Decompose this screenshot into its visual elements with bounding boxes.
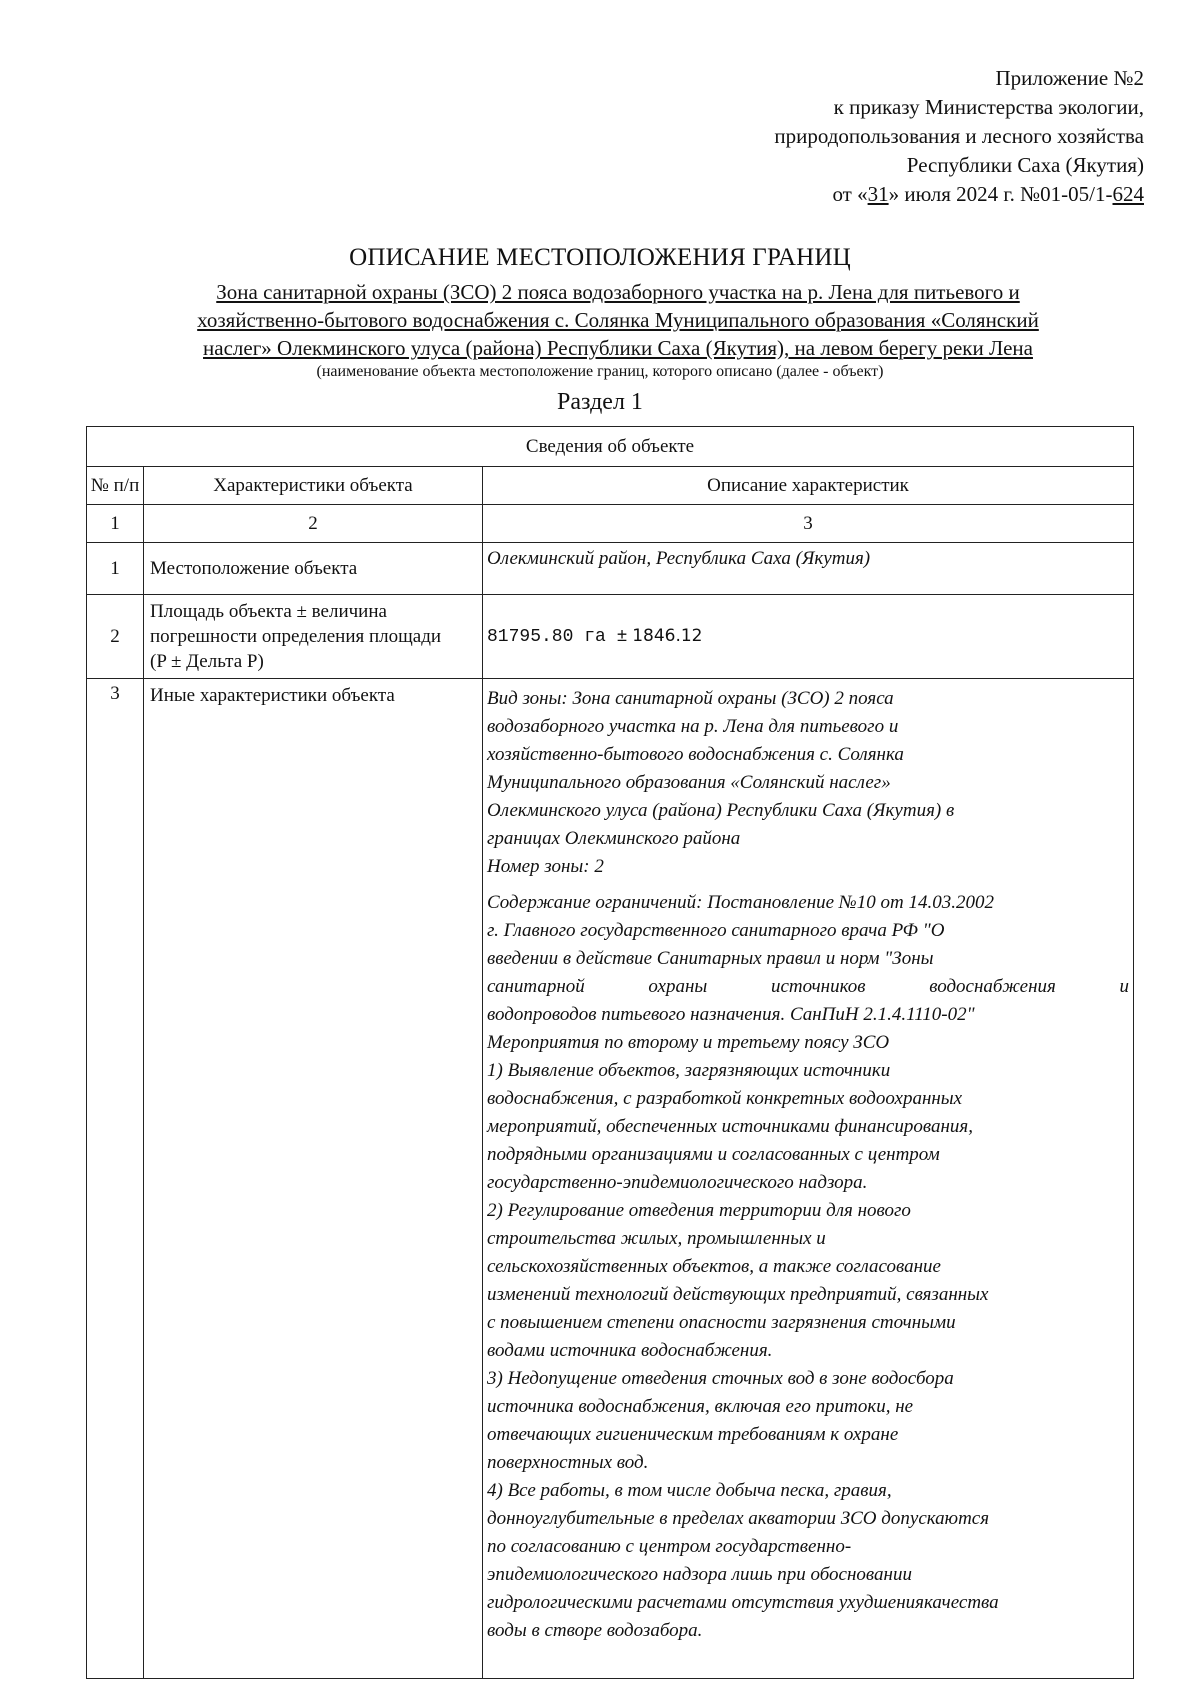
text-line: водами источника водоснабжения. — [487, 1340, 773, 1361]
row-number: 2 — [87, 595, 144, 679]
text-line: Мероприятия по второму и третьему поясу ЗСО — [487, 1032, 890, 1053]
text-line: хозяйственно-бытового водоснабжения с. Солянка — [487, 744, 904, 765]
text-fragment: санитарной — [487, 976, 585, 997]
document-title: ОПИСАНИЕ МЕСТОПОЛОЖЕНИЯ ГРАНИЦ — [349, 244, 851, 271]
row-label — [144, 595, 483, 679]
text-line — [487, 973, 1129, 1001]
table-caption-row — [87, 427, 1134, 467]
text-fragment: источников — [770, 976, 866, 997]
table-row — [87, 679, 1134, 1679]
text-line: по согласованию с центром государственно- — [487, 1536, 852, 1557]
object-name-caption: (наименование объекта местоположение границ, которого описано (далее - объект) — [316, 363, 884, 380]
area-value: 81795.80 га ± — [487, 627, 628, 647]
column-number: 1 — [87, 505, 144, 543]
text-line: Олекминского улуса (района) Республики Саха (Якутия) в — [487, 800, 955, 821]
header-description: Описание характеристик — [483, 467, 1134, 505]
zone-number: Номер зоны: 2 — [487, 856, 604, 877]
text-line: эпидемиологического надзора лишь при обосновании — [487, 1564, 912, 1585]
text-line: водопроводов питьевого назначения. СанПиН 2.1.4.1110-02" — [487, 1004, 975, 1025]
text-line: 3) Недопущение отведения сточных вод в зоне водосбора — [487, 1368, 954, 1389]
annex-date-day: 31 — [867, 182, 889, 206]
annex-line: Республики Саха (Якутия) — [906, 153, 1144, 177]
other-characteristics — [483, 679, 1134, 1679]
table-row — [87, 543, 1134, 595]
text-line: водозаборного участка на р. Лена для питьевого и — [487, 716, 899, 737]
text-line: строительства жилых, промышленных и — [487, 1228, 826, 1249]
annex-line: Приложение №2 — [995, 66, 1144, 90]
text-line: донноуглубительные в пределах акватории ЗСО допускаются — [487, 1508, 990, 1529]
text-line: поверхностных вод. — [487, 1452, 649, 1473]
text-line: государственно-эпидемиологического надзора. — [487, 1172, 868, 1193]
object-name-line: наслег» Олекминского улуса (района) Республики Саха (Якутия), на левом берегу реки Лена — [203, 336, 1033, 360]
annex-line: природопользования и лесного хозяйства — [774, 124, 1144, 148]
header-number: № п/п — [87, 467, 144, 505]
text-line: 4) Все работы, в том числе добыча песка, гравия, — [487, 1480, 892, 1501]
header-characteristic: Характеристики объекта — [144, 467, 483, 505]
text-line: водоснабжения, с разработкой конкретных водоохранных — [487, 1088, 963, 1109]
text-line: Муниципального образования «Солянский наслег» — [487, 772, 891, 793]
annex-date-line — [624, 180, 1144, 209]
table-column-number-row — [87, 505, 1134, 543]
object-name — [118, 278, 1118, 362]
text-line: изменений технологий действующих предприятий, связанных — [487, 1284, 989, 1305]
row-number: 3 — [87, 679, 144, 1679]
annex-line: к приказу Министерства экологии, — [833, 95, 1144, 119]
row-label: Иные характеристики объекта — [144, 679, 483, 1679]
row-label-line: погрешности определения площади — [150, 626, 442, 647]
text-line: воды в створе водозабора. — [487, 1620, 703, 1641]
text-line: мероприятий, обеспеченных источниками финансирования, — [487, 1116, 973, 1137]
text-line: отвечающих гигиеническим требованиям к охране — [487, 1424, 899, 1445]
restrictions — [487, 889, 1129, 1645]
object-info-table — [86, 426, 1134, 1679]
text-line: Вид зоны: Зона санитарной охраны (ЗСО) 2 пояса — [487, 688, 894, 709]
spacer — [487, 881, 1129, 889]
text-line: Содержание ограничений: Постановление №10 от 14.03.2002 — [487, 892, 994, 913]
object-name-line: хозяйственно-бытового водоснабжения с. Солянка Муниципального образования «Солянский — [197, 308, 1039, 332]
area-value-cell — [483, 595, 1134, 679]
text-line: 1) Выявление объектов, загрязняющих источники — [487, 1060, 891, 1081]
annex-header — [624, 64, 1144, 209]
table-caption: Сведения об объекте — [87, 427, 1134, 467]
column-number: 2 — [144, 505, 483, 543]
column-number: 3 — [483, 505, 1134, 543]
annex-order-number: 624 — [1112, 182, 1144, 206]
row-label-line: Площадь объекта ± величина — [150, 601, 387, 622]
text-line: 2) Регулирование отведения территории для нового — [487, 1200, 911, 1221]
text-line: с повышением степени опасности загрязнения сточными — [487, 1312, 956, 1333]
row-label-line: (P ± Дельта P) — [150, 651, 264, 672]
text-line: границах Олекминского района — [487, 828, 741, 849]
annex-date-middle: » июля 2024 г. №01-05/1- — [888, 182, 1113, 206]
object-name-line: Зона санитарной охраны (ЗСО) 2 пояса водозаборного участка на р. Лена для питьевого и — [216, 280, 1020, 304]
zone-type — [487, 685, 1129, 853]
row-value: Олекминский район, Республика Саха (Якутия) — [483, 543, 1134, 595]
area-error: 1846.12 — [632, 626, 703, 646]
row-number: 1 — [87, 543, 144, 595]
table-header-row — [87, 467, 1134, 505]
text-fragment: водоснабжения — [929, 976, 1056, 997]
text-line: источника водоснабжения, включая его притоки, не — [487, 1396, 914, 1417]
text-line: г. Главного государственного санитарного врача РФ "О — [487, 920, 945, 941]
text-line: гидрологическими расчетами отсутствия ухудшениякачества — [487, 1592, 999, 1613]
text-fragment: охраны — [648, 976, 708, 997]
text-line: сельскохозяйственных объектов, а также согласование — [487, 1256, 941, 1277]
text-fragment: и — [1119, 976, 1130, 997]
text-line: подрядными организациями и согласованных с центром — [487, 1144, 940, 1165]
table-row — [87, 595, 1134, 679]
section-heading: Раздел 1 — [557, 389, 643, 415]
row-label: Местоположение объекта — [144, 543, 483, 595]
annex-date-prefix: от « — [832, 182, 868, 206]
text-line: введении в действие Санитарных правил и норм "Зоны — [487, 948, 934, 969]
